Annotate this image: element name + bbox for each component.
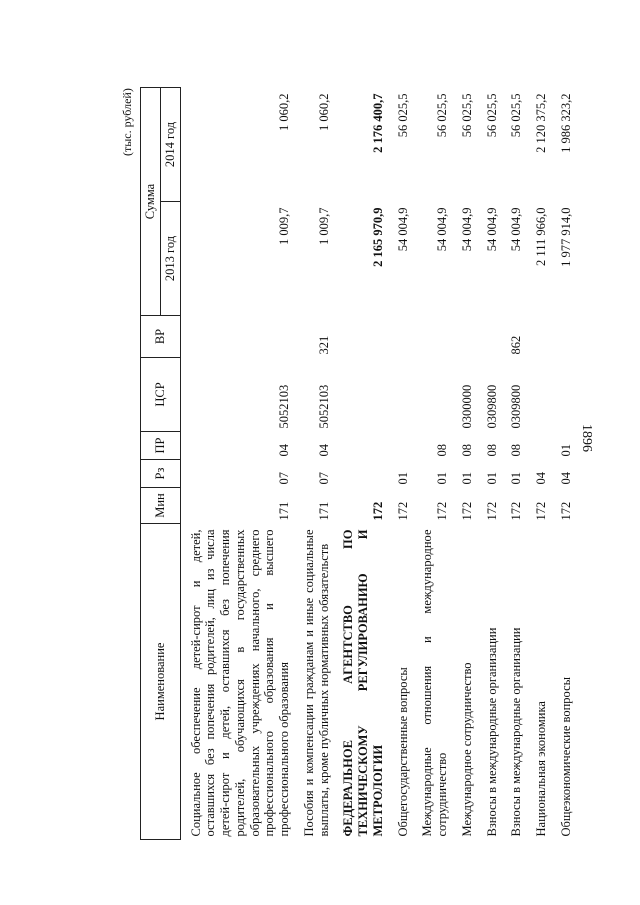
- cell-2013: 2 111 966,0: [534, 207, 548, 266]
- cell-csr: [388, 358, 413, 432]
- table-row: [526, 88, 551, 840]
- cell-rz: 04: [558, 472, 573, 485]
- table-row: [452, 88, 477, 840]
- header-2014: 2014 год: [160, 88, 180, 202]
- cell-rz: 01: [484, 472, 499, 485]
- cell-2014: 1 060,2: [316, 93, 331, 131]
- cell-csr: [526, 358, 551, 432]
- cell-csr: [551, 358, 576, 432]
- cell-vr: 321: [316, 335, 331, 355]
- table-row: [412, 88, 452, 840]
- cell-min: 171: [316, 501, 331, 521]
- cell-name: Общегосударственные вопросы: [395, 667, 410, 837]
- cell-name: Международное сотрудничество: [459, 662, 474, 837]
- cell-min: 172: [435, 501, 449, 521]
- cell-pr: 08: [484, 444, 499, 457]
- cell-2014: 56 025,5: [509, 93, 524, 138]
- cell-pr: [526, 432, 551, 460]
- header-2013: 2013 год: [160, 202, 180, 316]
- cell-name: Взносы в международные организации: [509, 627, 524, 837]
- cell-2013: 54 004,9: [435, 207, 449, 252]
- cell-csr: 0309800: [509, 384, 524, 429]
- cell-2013: 54 004,9: [459, 207, 474, 252]
- cell-min: 172: [395, 501, 410, 521]
- cell-name: Пособия и компенсации гражданам и иные социальные выплаты, кроме публичных нормативных обязательств: [301, 529, 331, 837]
- cell-csr: 5052103: [316, 384, 331, 429]
- cell-csr: [412, 358, 452, 432]
- cell-vr: [551, 316, 576, 358]
- table-row: [551, 88, 576, 840]
- cell-pr: 08: [435, 444, 449, 457]
- cell-csr: 5052103: [277, 384, 291, 429]
- table-row: [388, 88, 413, 840]
- cell-2014: 1 060,2: [277, 93, 291, 131]
- budget-table: [140, 87, 576, 840]
- table-body: [180, 88, 576, 840]
- cell-min: 172: [509, 501, 524, 521]
- table-row: [333, 88, 387, 840]
- header-min: Мин: [141, 488, 181, 524]
- cell-vr: [333, 316, 387, 358]
- cell-rz: 01: [459, 472, 474, 485]
- cell-min: 172: [558, 501, 573, 521]
- cell-name: Национальная экономика: [534, 701, 548, 837]
- table-header: [141, 88, 181, 840]
- cell-pr: 04: [316, 444, 331, 457]
- units-note: (тыс. рублей): [120, 88, 134, 156]
- cell-pr: 04: [277, 444, 291, 457]
- cell-rz: 01: [395, 472, 410, 485]
- cell-vr: [452, 316, 477, 358]
- cell-vr: [526, 316, 551, 358]
- cell-rz: 01: [435, 472, 449, 485]
- cell-min: 171: [277, 501, 291, 521]
- cell-csr: [333, 358, 387, 432]
- cell-2013: 54 004,9: [509, 207, 524, 252]
- cell-vr: [477, 316, 502, 358]
- table-row: [180, 88, 294, 840]
- rotated-page: [112, 90, 640, 850]
- cell-pr: 08: [509, 444, 524, 457]
- cell-2014: 56 025,5: [435, 93, 449, 138]
- cell-rz: 07: [277, 472, 291, 485]
- cell-name: Общеэкономические вопросы: [558, 676, 573, 837]
- cell-2013: 1 977 914,0: [558, 207, 573, 267]
- cell-rz: 01: [509, 472, 524, 485]
- cell-2014: 2 120 375,2: [534, 93, 548, 153]
- cell-2013: 54 004,9: [395, 207, 410, 252]
- cell-rz: [333, 460, 387, 488]
- cell-name: Международные отношения и международное сотрудничество: [420, 529, 449, 837]
- cell-pr: 01: [558, 444, 573, 457]
- cell-name: Социальное обеспечение детей-сирот и детей, оставшихся без попечения родителей, лиц из числа детей-сирот и детей, оставшихся без попечения родителей, обучающихся в государственных образовательных учреждениях начального, среднего профессионального образования и высшего профессионального образования: [188, 529, 291, 837]
- cell-vr: 862: [509, 335, 524, 355]
- header-pr: ПР: [141, 432, 181, 460]
- cell-min: 172: [370, 501, 385, 521]
- cell-rz: 07: [316, 472, 331, 485]
- cell-name: Взносы в международные организации: [484, 627, 499, 837]
- page-number: 1896: [579, 424, 594, 452]
- header-rz: Рз: [141, 460, 181, 488]
- cell-vr: [180, 316, 294, 358]
- cell-pr: [333, 432, 387, 460]
- cell-csr: 0309800: [484, 384, 499, 429]
- cell-vr: [388, 316, 413, 358]
- cell-2014: 2 176 400,7: [370, 93, 385, 153]
- cell-2014: 56 025,5: [459, 93, 474, 138]
- cell-vr: [412, 316, 452, 358]
- table-row: [501, 88, 526, 840]
- table-row: [294, 88, 334, 840]
- header-csr: ЦСР: [141, 358, 181, 432]
- cell-2014: 1 986 323,2: [558, 93, 573, 153]
- header-name: Наименование: [141, 524, 181, 840]
- cell-csr: 0300000: [459, 384, 474, 429]
- cell-min: 172: [484, 501, 499, 521]
- cell-pr: [388, 432, 413, 460]
- header-vr: ВР: [141, 316, 181, 358]
- header-sum: Сумма: [141, 88, 161, 316]
- cell-rz: 04: [534, 472, 548, 485]
- cell-2013: 2 165 970,9: [370, 207, 385, 267]
- cell-min: 172: [459, 501, 474, 521]
- cell-2013: 1 009,7: [277, 207, 291, 245]
- cell-2013: 54 004,9: [484, 207, 499, 252]
- cell-pr: 08: [459, 444, 474, 457]
- cell-2014: 56 025,5: [484, 93, 499, 138]
- cell-min: 172: [534, 501, 548, 521]
- table-row: [477, 88, 502, 840]
- cell-name: ФЕДЕРАЛЬНОЕ АГЕНТСТВО ПО ТЕХНИЧЕСКОМУ РЕГУЛИРОВАНИЮ И МЕТРОЛОГИИ: [341, 529, 385, 837]
- cell-2013: 1 009,7: [316, 207, 331, 245]
- cell-2014: 56 025,5: [395, 93, 410, 138]
